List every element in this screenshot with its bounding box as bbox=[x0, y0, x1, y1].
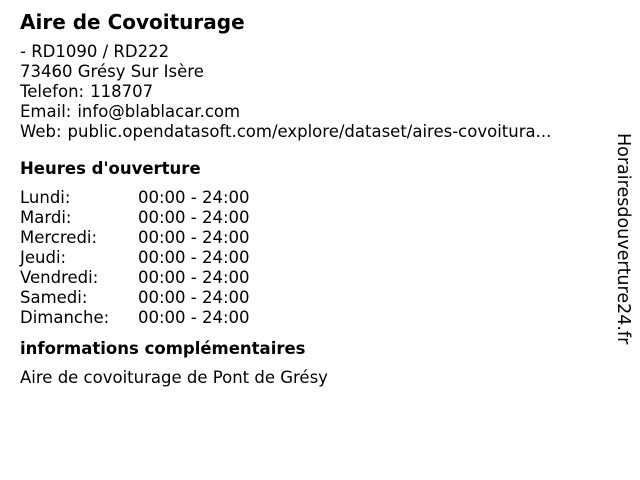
hours-table bbox=[20, 188, 250, 328]
hours-time: 00:00 - 24:00 bbox=[138, 288, 250, 307]
phone-label: Telefon: bbox=[20, 82, 85, 101]
page-title: Aire de Covoiturage bbox=[20, 10, 245, 34]
email-line bbox=[20, 102, 600, 122]
brand-watermark: Horairesdouverture24.fr bbox=[613, 133, 633, 345]
street-line: - RD1090 / RD222 bbox=[20, 42, 170, 61]
hours-day: Mardi: bbox=[20, 208, 72, 227]
hours-row bbox=[20, 268, 250, 288]
hours-row bbox=[20, 248, 250, 268]
hours-row bbox=[20, 188, 250, 208]
web-line bbox=[20, 122, 600, 142]
hours-time: 00:00 - 24:00 bbox=[138, 188, 250, 207]
hours-row bbox=[20, 228, 250, 248]
info-text: Aire de covoiturage de Pont de Grésy bbox=[20, 368, 328, 387]
hours-day: Dimanche: bbox=[20, 308, 110, 327]
phone-value[interactable]: 118707 bbox=[90, 82, 154, 101]
hours-day: Mercredi: bbox=[20, 228, 98, 247]
hours-row bbox=[20, 288, 250, 308]
hours-row bbox=[20, 208, 250, 228]
city-line: 73460 Grésy Sur Isère bbox=[20, 62, 204, 81]
hours-heading: Heures d'ouverture bbox=[20, 159, 201, 178]
main-content bbox=[20, 8, 600, 388]
hours-day: Jeudi: bbox=[20, 248, 67, 267]
phone-line bbox=[20, 82, 600, 102]
hours-day: Lundi: bbox=[20, 188, 71, 207]
address-block bbox=[20, 42, 600, 142]
hours-time: 00:00 - 24:00 bbox=[138, 248, 250, 267]
hours-time: 00:00 - 24:00 bbox=[138, 228, 250, 247]
hours-day: Samedi: bbox=[20, 288, 88, 307]
web-link[interactable]: public.opendatasoft.com/explore/dataset/aires-covoitura... bbox=[67, 122, 552, 141]
hours-time: 00:00 - 24:00 bbox=[138, 308, 250, 327]
email-link[interactable]: info@blablacar.com bbox=[77, 102, 241, 121]
info-heading: informations complémentaires bbox=[20, 339, 306, 358]
hours-row bbox=[20, 308, 250, 328]
hours-time: 00:00 - 24:00 bbox=[138, 208, 250, 227]
hours-time: 00:00 - 24:00 bbox=[138, 268, 250, 287]
hours-day: Vendredi: bbox=[20, 268, 99, 287]
web-label: Web: bbox=[20, 122, 62, 141]
email-label: Email: bbox=[20, 102, 72, 121]
